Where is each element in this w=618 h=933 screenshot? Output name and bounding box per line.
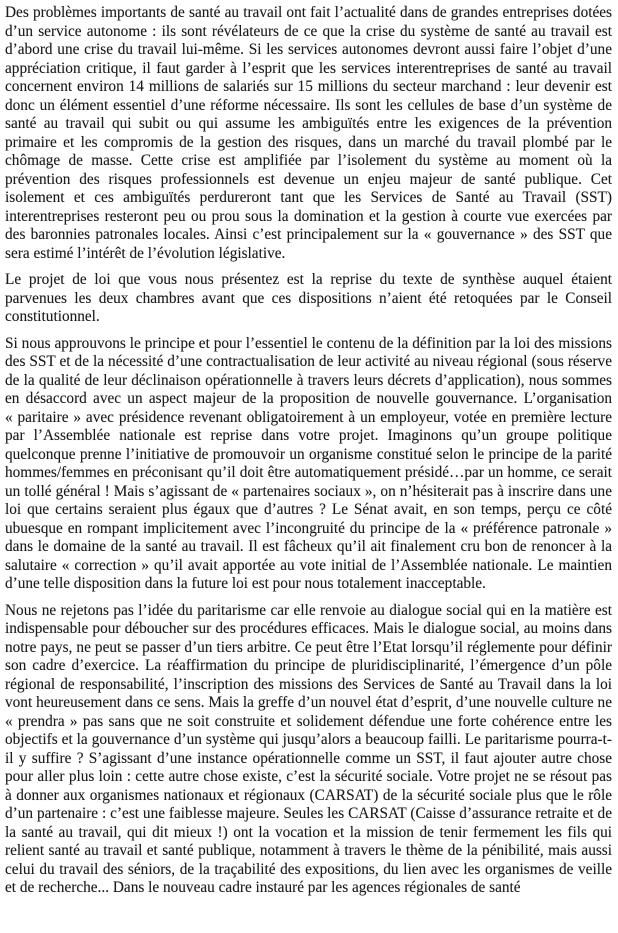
- paragraph-sante-travail-crise: Des problèmes importants de santé au travail ont fait l’actualité dans de grandes entreprises dotées d’un service autonome : ils sont révélateurs de ce que la crise du système de santé au travail est d’abord une crise du travail lui-même. Si les services autonomes devront aussi faire l’objet d’une appréciation critique, il faut garder à l’esprit que les services interentreprises de santé au travail concernent environ 14 millions de salariés sur 15 millions du secteur marchand : leur devenir est donc un élément essentiel d’une réforme nécessaire. Ils sont les cellules de base d’un système de santé au travail qui subit ou qui assume les ambiguïtés entre les exigences de la prévention primaire et les compromis de la gestion des risques, dans un marché du travail plombé par le chômage de masse. Cette crise est amplifiée par l’isolement du système au moment où la prévention des risques professionnels est devenue un enjeu majeur de santé publique. Cet isolement et ces ambiguïtés perdureront tant que les Services de Santé au Travail (SST) interentreprises resteront peu ou prou sous la domination et la gestion à courte vue exercées par des baronnies patronales locales. Ainsi c’est principalement sur la « gouvernance » des SST que sera estimé l’intérêt de l’évolution législative.: [5, 4, 612, 262]
- paragraph-projet-de-loi: Le projet de loi que vous nous présentez est la reprise du texte de synthèse auquel étaient parvenues les deux chambres avant que ces dispositions n’aient été retoquées par le Conseil constitutionnel.: [5, 271, 612, 325]
- paragraph-gouvernance-paritaire: Si nous approuvons le principe et pour l’essentiel le contenu de la définition par la loi des missions des SST et de la nécessité d’une contractualisation de leur activité au niveau régional (sous réserve de la qualité de leur déclinaison opérationnelle à travers leurs décrets d’application), nous sommes en désaccord avec un aspect majeur de la proposition de nouvelle gouvernance. L’organisation « paritaire » avec présidence revenant obligatoirement à un employeur, votée en première lecture par l’Assemblée nationale est reprise dans votre projet. Imaginons qu’un groupe politique quelconque prenne l’initiative de promouvoir un organisme constitué selon le principe de la parité hommes/femmes en préconisant qu’il doit être automatiquement présidé…par un homme, ce serait un tollé général ! Mais s’agissant de « partenaires sociaux », on n’hésiterait pas à inscrire dans une loi que certains seraient plus égaux que d’autres ? Le Sénat avait, en son temps, perçu ce côté ubuesque en rompant implicitement avec l’incongruité du principe de la « préférence patronale » dans le domaine de la santé au travail. Il est fâcheux qu’il ait finalement cru bon de renoncer à la salutaire « correction » qu’il avait apportée au vote initial de l’Assemblée nationale. Le maintien d’une telle disposition dans la future loi est pour nous totalement inacceptable.: [5, 334, 612, 592]
- paragraph-paritarisme-carsat: Nous ne rejetons pas l’idée du paritarisme car elle renvoie au dialogue social qui en la matière est indispensable pour déboucher sur des procédures efficaces. Mais le dialogue social, au moins dans notre pays, ne peut se passer d’un tiers arbitre. Ce peut être l’Etat lorsqu’il réglemente pour définir son cadre d’exercice. La réaffirmation du principe de pluridisciplinarité, l’émergence d’un pôle régional de responsabilité, l’inscription des missions des Services de Santé au Travail dans la loi vont heureusement dans ce sens. Mais la greffe d’un nouvel état d’esprit, d’une nouvelle culture ne « prendra » pas sans que ne soit construite et solidement défendue une forte cohérence entre les objectifs et la gouvernance d’un système qui jusqu’alors a beaucoup failli. Le paritarisme pourra-t-il y suffire ? S’agissant d’une instance opérationnelle comme un SST, il faut ajouter autre chose pour aller plus loin : cette autre chose existe, c’est la sécurité sociale. Votre projet ne se résout pas à donner aux organismes nationaux et régionaux (CARSAT) de la sécurité sociale plus que le rôle d’un partenaire : c’est une faiblesse majeure. Seules les CARSAT (Caisse d’assurance retraite et de la santé au travail, qui dit mieux !) ont la vocation et la mission de tenir fermement les fils qui relient santé au travail et santé publique, notamment à travers le thème de la pénibilité, mais aussi celui du travail des séniors, de la traçabilité des expositions, du lien avec les organismes de veille et de recherche... Dans le nouveau cadre instauré par les agences régionales de santé: [5, 601, 612, 896]
